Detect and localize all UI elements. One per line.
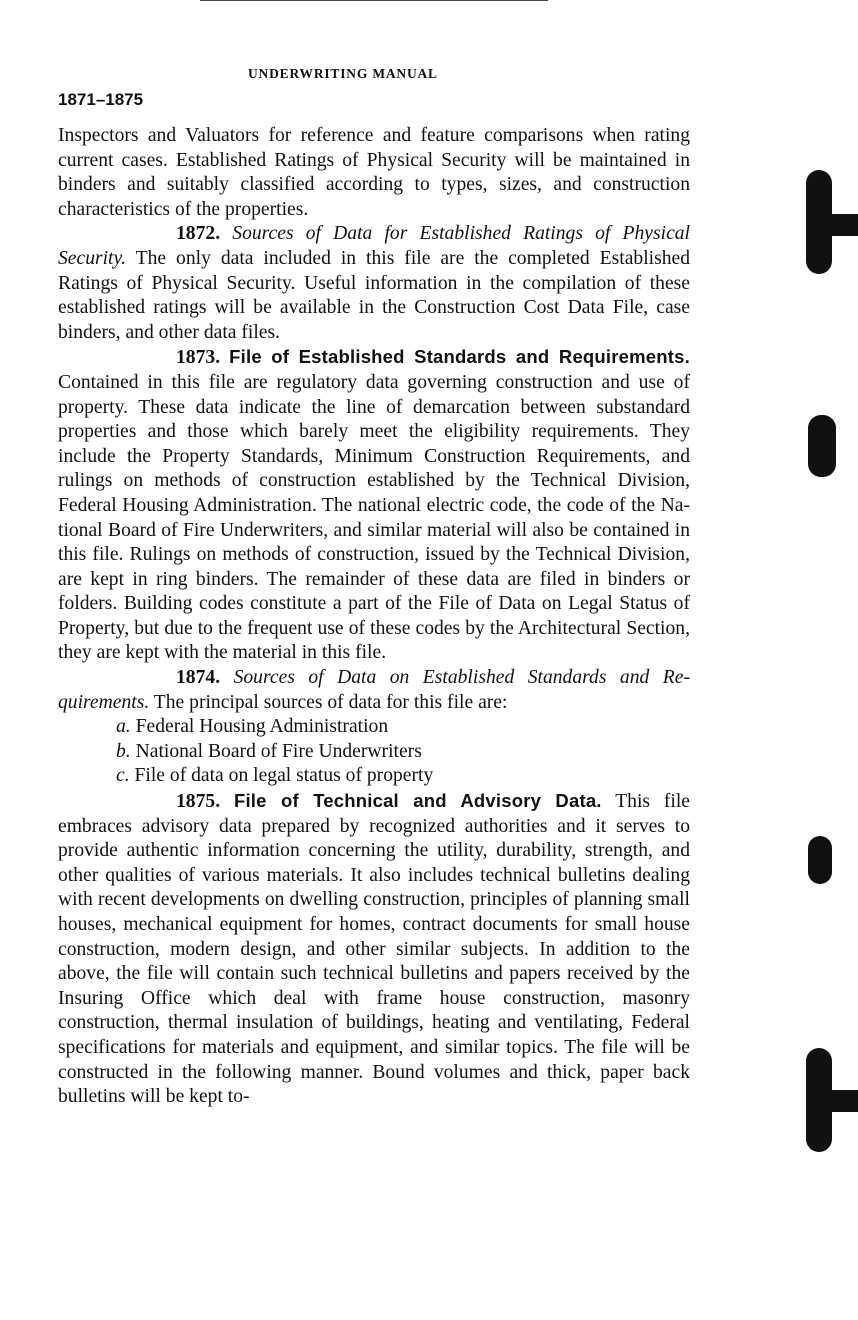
top-rule	[200, 0, 548, 1]
sources-list	[58, 715, 690, 789]
binder-hole-notch	[820, 1090, 858, 1112]
binder-hole	[808, 836, 832, 884]
list-letter: a.	[116, 716, 131, 738]
section-1872	[58, 222, 690, 345]
list-item	[58, 715, 690, 740]
list-item	[58, 764, 690, 789]
list-item	[58, 740, 690, 765]
binder-hole	[808, 415, 836, 477]
page-body	[58, 124, 690, 1110]
section-title: Sources of Data on Established Standards and Requirements.	[58, 667, 690, 713]
section-text: The only data included in this file are the completed Established Ratings of Physical Security. Useful information in the compilation of these established ratings will be available in the Construction Cost Data File, case binders, and other data files.	[58, 247, 691, 343]
section-title: File of Established Standards and Requirements.	[229, 346, 690, 368]
section-number: 1874.	[176, 667, 221, 689]
running-head: UNDERWRITING MANUAL	[248, 66, 438, 81]
section-number: 1872.	[176, 223, 221, 245]
section-text: The principal sources of data for this file are:	[153, 691, 508, 713]
section-1873	[58, 345, 690, 666]
section-title: Sources of Data for Established Ratings of Physical Security.	[58, 223, 691, 269]
section-1875	[58, 789, 690, 1110]
section-text: This file embraces advisory data prepared by recognized authorities and it serves to provide authentic information concerning the utility, durability, strength, and other qualities of various materials. It also includes technical bulletins dealing with recent developments on dwelling construction, principles of planning small houses, mechanical equipment for homes, contract documents for small house construction, modern design, and other similar subjects. In addition to the above, the file will contain such technical bulletins and papers received by the Insuring Office which deal with frame house construction, masonry construction, thermal insulation of buildings, heating and ventilating, Federal specifications for materials and equipment, and similar topics. The file will be constructed in the following manner. Bound volumes and thick, paper back bulletins will be kept to-	[58, 791, 691, 1108]
section-number: 1875.	[176, 791, 221, 813]
binder-hole-notch	[820, 214, 858, 236]
list-text: File of data on legal status of property	[134, 765, 434, 787]
section-range: 1871–1875	[58, 90, 144, 109]
list-letter: b.	[116, 740, 131, 762]
section-1874	[58, 666, 690, 715]
section-text: Contained in this file are regulatory data governing construction and use of property. These data indicate the line of demarcation between substandard properties and those which barely meet the eligibility requirements. They include the Property Standards, Minimum Construction Requirements, and rulings on methods of construction established by the Technical Division, Federal Housing Administration. The national electric code, the code of the National Board of Fire Underwriters, and similar material will also be contained in this file. Rulings on methods of construction, issued by the Technical Division, are kept in ring binders. The remainder of these data are filed in binders or folders. Building codes constitute a part of the File of Data on Legal Status of Property, but due to the frequent use of these codes by the Architectural Section, they are kept with the material in this file.	[58, 371, 690, 664]
list-text: National Board of Fire Underwriters	[135, 740, 422, 762]
section-number: 1873.	[176, 347, 221, 369]
section-title: File of Technical and Advisory Data.	[233, 790, 602, 812]
paragraph-continuation: Inspectors and Valuators for reference and feature comparisons when rating current cases. Established Ratings of Physical Security will be maintained in binders and suitably classified according to types, sizes, and construction characteristics of the properties.	[58, 125, 690, 220]
list-letter: c.	[116, 765, 130, 787]
list-text: Federal Housing Administration	[135, 716, 389, 738]
